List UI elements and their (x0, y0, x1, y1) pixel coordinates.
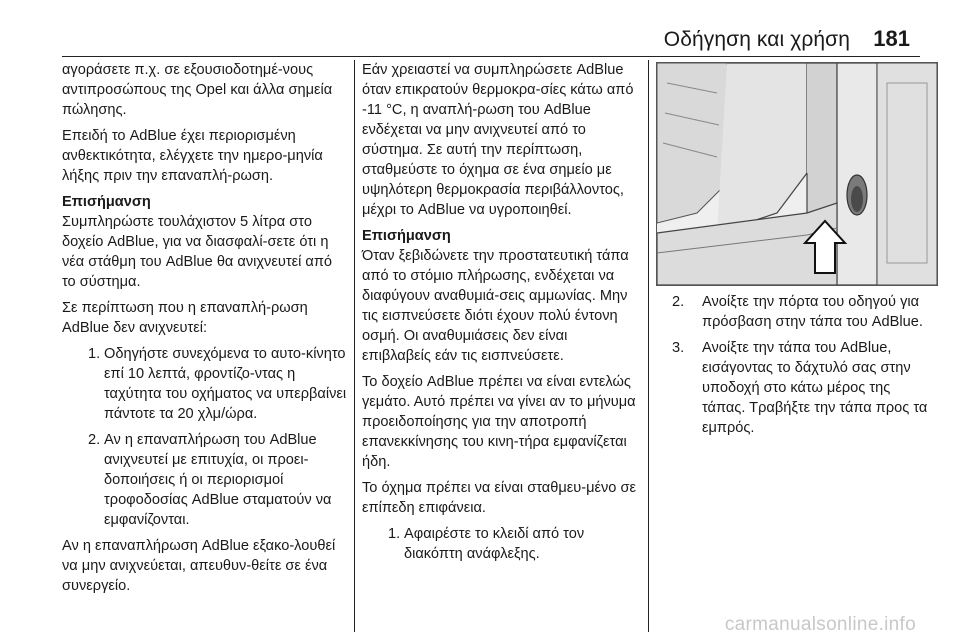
note-title: Επισήμανση (62, 194, 151, 210)
column-1 (62, 60, 348, 602)
step-list (62, 344, 348, 530)
step-number: 1. (388, 526, 401, 542)
list-item (672, 292, 934, 332)
step-number: 1. (88, 346, 101, 362)
list-item (62, 430, 348, 530)
paragraph: αγοράσετε π.χ. σε εξουσιοδοτημέ-νους αντιπροσώπους της Opel και άλλα σημεία πώλησης. (62, 62, 333, 118)
watermark: carmanualsonline.info (724, 614, 916, 635)
adblue-cap-illustration (656, 62, 938, 286)
step-list (672, 292, 934, 438)
paragraph: Σε περίπτωση που η επαναπλή-ρωση AdBlue δεν ανιχνευτεί: (62, 300, 308, 336)
note-text: Όταν ξεβιδώνετε την προστατευτική τάπα από το στόμιο πλήρωσης, ενδέχεται να διαφύγουν αναθυμιά-σεις αμμωνίας. Μην τις εισπνεύσετε διότι έχουν πολύ έντονη οσμή. Οι αναθυμιάσεις δεν είναι επιβλαβείς εάν τις εισπνεύσετε. (362, 248, 629, 364)
page-number: 181 (873, 26, 910, 51)
list-item (62, 344, 348, 424)
paragraph: Αν η επαναπλήρωση AdBlue εξακο-λουθεί να μην ανιχνεύεται, απευθυν-θείτε σε ένα συνεργείο. (62, 538, 336, 594)
page-header (0, 0, 960, 56)
paragraph: Το όχημα πρέπει να είναι σταθμευ-μένο σε επίπεδη επιφάνεια. (362, 480, 636, 516)
door-sill-drawing (657, 63, 937, 285)
note-text: Συμπληρώστε τουλάχιστον 5 λίτρα στο δοχείο AdBlue, για να διασφαλί-σετε ότι η νέα στάθμη του AdBlue θα ανιχνευτεί από το σύστημα. (62, 214, 333, 290)
header-rule (62, 56, 920, 57)
step-text: Αν η επαναπλήρωση του AdBlue ανιχνευτεί με επιτυχία, οι προει-δοποιήσεις ή οι περιορισμοί τροφοδοσίας AdBlue σταματούν να εμφανίζονται. (104, 432, 332, 528)
list-item (362, 524, 638, 564)
step-text: Αφαιρέστε το κλειδί από τον διακόπτη ανάφλεξης. (404, 526, 585, 562)
step-number: 2. (88, 432, 101, 448)
step-text: Ανοίξτε την τάπα του AdBlue, εισάγοντας το δάχτυλό σας στην υποδοχή στο κάτω μέρος της τάπας. Τραβήξτε την τάπα προς τα εμπρός. (702, 340, 928, 436)
paragraph: Επειδή το AdBlue έχει περιορισμένη ανθεκτικότητα, ελέγχετε την ημερο-μηνία λήξης πριν την επαναπλή-ρωση. (62, 128, 323, 184)
column-3 (672, 292, 934, 444)
step-number: 3. (672, 340, 685, 356)
column-divider-2 (648, 60, 649, 632)
note-title: Επισήμανση (362, 228, 451, 244)
step-text: Οδηγήστε συνεχόμενα το αυτο-κίνητο επί 10 λεπτά, φροντίζο-ντας η ταχύτητα του οχήματος να υπερβαίνει πάντοτε τα 20 χλμ/ώρα. (104, 346, 347, 422)
paragraph: Εάν χρειαστεί να συμπληρώσετε AdBlue όταν επικρατούν θερμοκρα-σίες κάτω από -11 °C, η αναπλή-ρωση του AdBlue ενδέχεται να μην ανιχνευτεί από το σύστημα. Σε αυτή την περίπτωση, σταθμεύστε το όχημα σε ένα σημείο με υψηλότερη θερμοκρασία περιβάλλοντος, μέχρι το AdBlue να υγροποιηθεί. (362, 62, 634, 218)
list-item (672, 338, 934, 438)
step-number: 2. (672, 294, 685, 310)
step-text: Ανοίξτε την πόρτα του οδηγού για πρόσβαση στην τάπα του AdBlue. (702, 294, 923, 330)
paragraph: Το δοχείο AdBlue πρέπει να είναι εντελώς γεμάτο. Αυτό πρέπει να γίνει αν το μήνυμα προειδοποίησης για την αποτροπή επανεκκίνησης του κινη-τήρα εμφανίζεται ήδη. (362, 374, 636, 470)
step-list (362, 524, 638, 564)
column-2 (362, 60, 638, 570)
column-divider-1 (354, 60, 355, 632)
section-title: Οδήγηση και χρήση (663, 28, 850, 51)
